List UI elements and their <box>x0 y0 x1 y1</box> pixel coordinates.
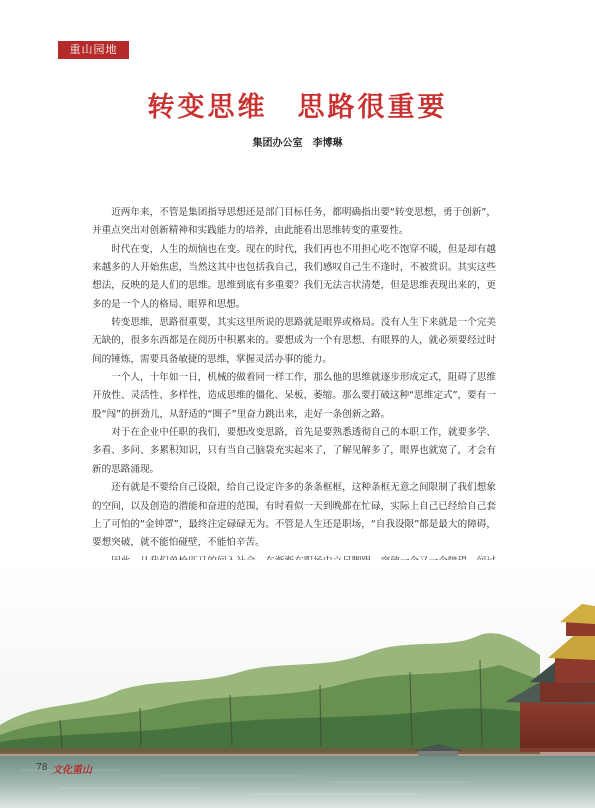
page-number: 78 <box>36 763 48 773</box>
article-byline: 集团办公室 李博琳 <box>252 138 343 149</box>
paragraph: 对于在企业中任职的我们，要想改变思路，首先是要熟悉透彻自己的本职工作，就要多学、多看、多问、多累积知识，只有当自己脑袋充实起来了，了解见解多了，眼界也就宽了，才会有新的思路涌现。 <box>92 427 496 475</box>
paragraph: 还有就是不要给自己设限，给自己设定许多的条条框框，这种条框无意之间限制了我们想象的空间，以及创造的潜能和奋进的范围，有时看似一天到晚都在忙碌，实际上自己已经给自己套上了可怕的“金钟罩”，最终注定碌碌无为。不管是人生还是职场，“自我设限”都是最大的障碍，要想突破，就不能怕碰壁，不能怕辛苦。 <box>92 482 496 549</box>
paragraph: 时代在变，人生的烦恼也在变。现在的时代，我们再也不用担心吃不饱穿不暖，但是却有越来越多的人开始焦虑，当然这其中也包括我自己，我们感叹自己生不逢时，不被赏识。其实这些想法，反映的是人们的思维。思维到底有多重要？我们无法言状清楚，但是思维表现出来的，更多的是一个人的格局、眼界和思想。 <box>92 243 496 310</box>
paragraph: 一个人，十年如一日，机械的做着同一样工作，那么他的思维就逐步形成定式，阻碍了思维开放性、灵活性、多样性，造成思维的僵化、呆板、萎缩。那么要打破这种“思维定式”，要有一股“闯”的拼劲儿，从舒适的“圈子”里奋力跳出来，走好一条创新之路。 <box>92 372 496 420</box>
article-body <box>92 204 496 608</box>
paragraph: 转变思维，思路很重要，其实这里所说的思路就是眼界或格局。没有人生下来就是一个完美无缺的，很多东西都是在阅历中积累来的。要想成为一个有思想、有眼界的人，就必须要经过时间的锤炼，需要具备敏捷的思维，掌握灵活办事的能力。 <box>92 317 496 365</box>
magazine-logo: 文化重山 <box>52 765 92 776</box>
article-title: 转变思维 思路很重要 <box>147 92 448 123</box>
section-tag: 重山园地 <box>58 41 129 59</box>
paragraph: 近两年来，不管是集团指导思想还是部门目标任务，都明确指出要“转变思想，勇于创新”，并重点突出对创新精神和实践能力的培养，由此能看出思维转变的重要性。 <box>92 207 496 237</box>
